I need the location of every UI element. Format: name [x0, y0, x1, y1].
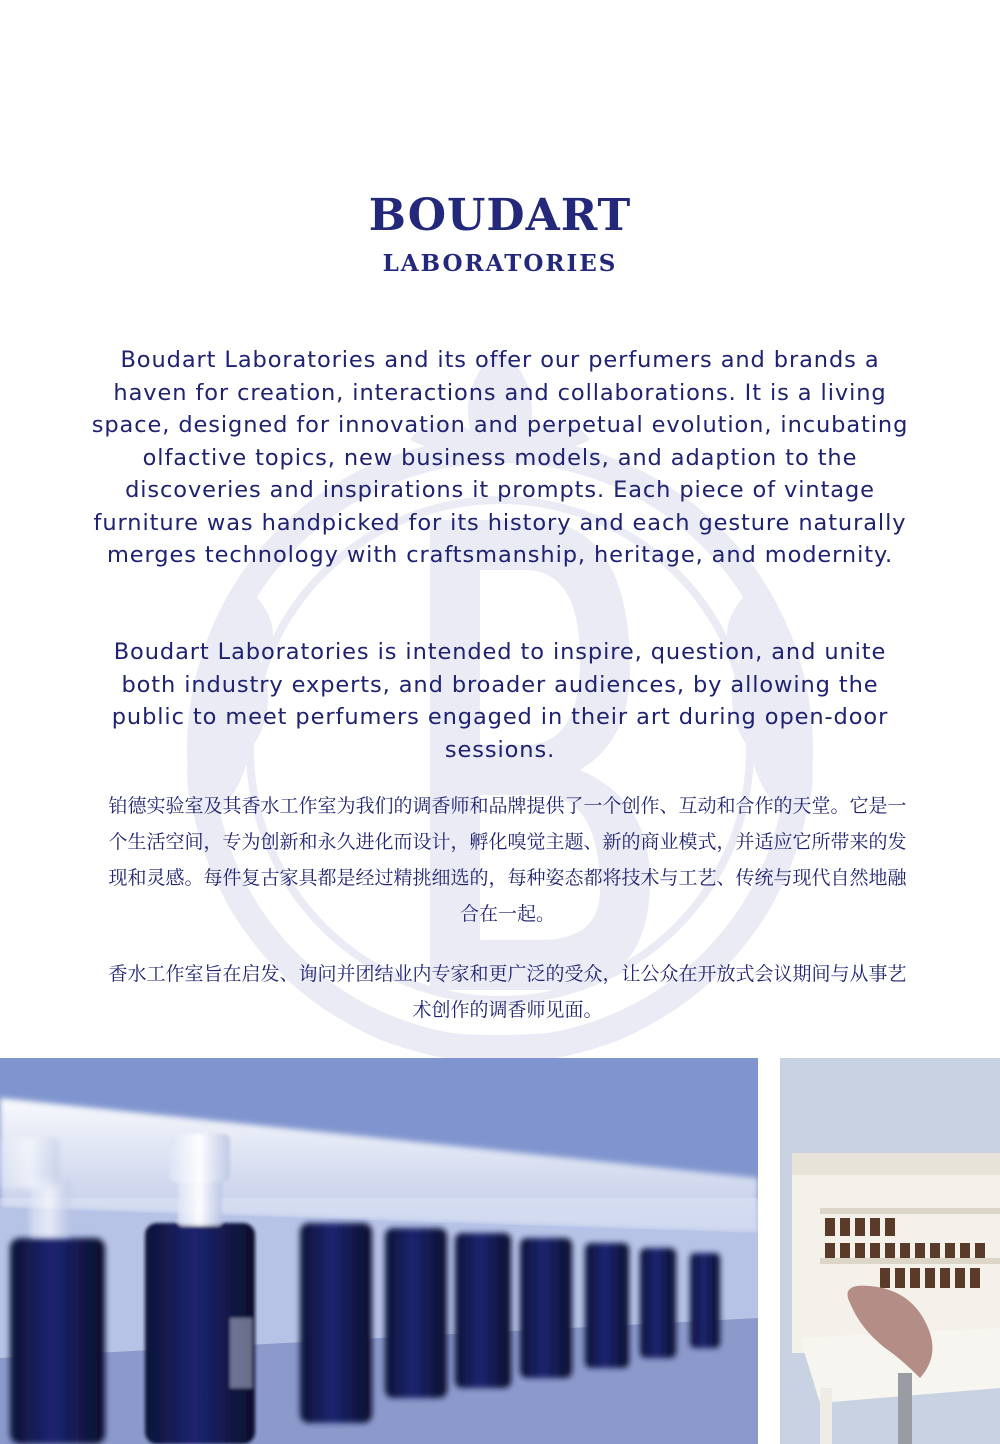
- brand-subtitle: LABORATORIES: [382, 250, 618, 277]
- chinese-paragraph-1: 铂德实验室及其香水工作室为我们的调香师和品牌提供了一个创作、互动和合作的天堂。它是一个生活空间，专为创新和永久进化而设计，孵化嗅觉主题、新的商业模式，并适应它所带来的发现和灵感。每件复古家具都是经过精挑细选的，每种姿态都将技术与工艺、传统与现代自然地融合在一起。: [108, 795, 907, 925]
- english-paragraph-1: Boudart Laboratories and its offer our perfumers and brands a haven for creation, interactions and collaborations. It is a living space, designed for innovation and perpetual evolution, incubating olfactive topics, new business models, and adaption to the discoveries and inspirations it prompts. Each piece of vintage furniture was handpicked for its history and each gesture naturally merges technology with craftsmanship, heritage, and modernity.: [91, 347, 909, 568]
- english-paragraph-2: Boudart Laboratories is intended to inspire, question, and unite both industry experts, and broader audiences, by allowing the public to meet perfumers engaged in their art during open-door sessions.: [111, 639, 889, 763]
- chinese-paragraph-2: 香水工作室旨在启发、询问并团结业内专家和更广泛的受众，让公众在开放式会议期间与从事艺术创作的调香师见面。: [108, 963, 907, 1021]
- perfumer-workstation-photo: [780, 1058, 1000, 1444]
- perfume-bottles-photo: [0, 1058, 758, 1444]
- brand-title: BOUDART: [368, 190, 632, 241]
